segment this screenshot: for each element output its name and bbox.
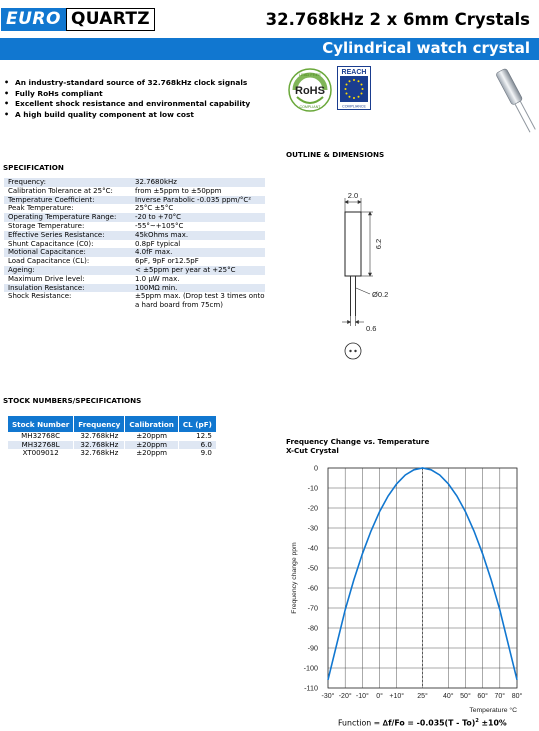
reach-badge [337, 66, 371, 110]
chart-y-tick-label: -110 [304, 683, 318, 693]
dim-lead-pitch: 0.6 [366, 324, 377, 333]
chart-x-axis-label: Temperature °C [469, 707, 517, 714]
stock-frequency: 32.768kHz [74, 449, 124, 458]
feature-item: • A high build quality component at low cost [4, 110, 250, 121]
chart-x-tick-label: +10° [389, 693, 405, 700]
chart-x-tick-label: -20° [338, 693, 352, 700]
chart-x-tick-label: 80° [511, 693, 523, 700]
spec-value: 4.0fF max. [135, 248, 173, 257]
chart-x-tick-label: -30° [321, 693, 335, 700]
spec-value: 45kOhms max. [135, 230, 189, 239]
formula [338, 718, 507, 728]
reach-bottom-label: COMPLIANCE [342, 104, 366, 109]
chart-x-tick-label: 50° [460, 693, 471, 700]
spec-row [4, 213, 265, 222]
spec-row [4, 187, 265, 196]
spec-row [4, 284, 265, 293]
chart-y-tick-label: -20 [307, 503, 318, 513]
stock-table [7, 416, 217, 458]
spec-value: -55°~+105°C [135, 221, 184, 230]
spec-heading: SPECIFICATION [3, 163, 64, 172]
dim-lead-diameter: Ø0.2 [372, 290, 389, 299]
stock-cl: 12.5 [179, 432, 216, 441]
chart-y-tick-label: -30 [307, 523, 318, 533]
logo-euro-text: EURO [1, 8, 66, 31]
stock-number: XT009012 [8, 449, 73, 458]
chart-y-tick-label: -40 [307, 543, 318, 553]
stock-frequency: 32.768kHz [74, 441, 124, 450]
stock-heading: STOCK NUMBERS/SPECIFICATIONS [3, 396, 142, 405]
feature-item: • Excellent shock resistance and environmental capability [4, 99, 250, 110]
brand-logo [1, 8, 155, 31]
chart-y-tick-label: -60 [307, 583, 318, 593]
stock-calibration: ±20ppm [125, 432, 178, 441]
stock-cl: 6.0 [179, 441, 216, 450]
spec-label: Operating Temperature Range: [8, 213, 117, 222]
outline-drawing [312, 188, 422, 366]
formula-prefix: Function = [338, 718, 383, 728]
chart-y-tick-label: -70 [307, 603, 318, 613]
spec-label: Effective Series Resistance: [8, 230, 105, 239]
spec-value: 32.7680kHz [135, 178, 177, 186]
formula-suffix: ±10% [478, 718, 507, 728]
formula-expression: ∆f/Fo = -0.035(T - To) [382, 718, 476, 728]
stock-calibration: ±20ppm [125, 449, 178, 458]
spec-value: from ±5ppm to ±50ppm [135, 186, 222, 195]
spec-label: Maximum Drive level: [8, 274, 85, 283]
chart-y-tick-label: -50 [307, 563, 318, 573]
spec-table [4, 178, 265, 310]
rohs-top-label: LEAD FREE [298, 72, 322, 77]
stock-col-header: Frequency [74, 416, 124, 432]
chart-y-tick-label: 0 [314, 463, 318, 473]
spec-row [4, 275, 265, 284]
dim-width: 2.0 [347, 191, 359, 200]
chart-x-tick-label: 0° [376, 693, 383, 700]
chart-x-tick-label: 60° [477, 693, 488, 700]
chart-y-tick-label: -90 [307, 643, 318, 653]
spec-row [4, 196, 265, 205]
chart-y-axis-label: Frequency change ppm [291, 542, 298, 614]
spec-value: 100MΩ min. [135, 283, 178, 292]
spec-label: Frequency: [8, 178, 47, 186]
chart-y-tick-label: -100 [303, 663, 318, 673]
formula-exponent: 2 [475, 718, 479, 724]
spec-row [4, 222, 265, 231]
stock-header-row [8, 416, 216, 432]
rohs-label: RoHS [295, 85, 325, 97]
spec-label: Insulation Resistance: [8, 283, 85, 292]
stock-col-header: Stock Number [8, 416, 73, 432]
stock-number: MH32768C [8, 432, 73, 441]
chart-x-tick-label: -10° [355, 693, 369, 700]
spec-value: -20 to +70°C [135, 213, 182, 222]
spec-value: 6pF, 9pF or12.5pF [135, 257, 199, 266]
spec-label: Shock Resistance: [8, 292, 72, 301]
chart-x-tick-label: 40° [442, 693, 454, 700]
spec-label: Temperature Coefficient: [8, 195, 95, 204]
spec-row [4, 231, 265, 240]
spec-row [4, 266, 265, 275]
spec-value: Inverse Parabolic -0.035 ppm/°C² [135, 195, 252, 204]
spec-label: Motional Capacitance: [8, 248, 86, 257]
stock-col-header: CL (pF) [179, 416, 216, 432]
spec-value: < ±5ppm per year at +25°C [135, 265, 236, 274]
frequency-temperature-chart [284, 460, 534, 720]
chart-title: Frequency Change vs. Temperature [286, 437, 430, 446]
spec-label: Storage Temperature: [8, 221, 85, 230]
chart-x-tick-label: 25° [417, 693, 428, 700]
stock-calibration: ±20ppm [125, 441, 178, 450]
spec-row [4, 257, 265, 266]
reach-title: REACH [341, 69, 367, 76]
spec-row [4, 178, 265, 187]
chart-subtitle: X-Cut Crystal [286, 446, 339, 455]
page-title: 32.768kHz 2 x 6mm Crystals [265, 10, 530, 29]
stock-frequency: 32.768kHz [74, 432, 124, 441]
spec-label: Shunt Capacitance (C0): [8, 239, 94, 248]
spec-row [4, 204, 265, 213]
feature-list [4, 78, 250, 120]
outline-heading: OUTLINE & DIMENSIONS [286, 150, 385, 159]
spec-label: Ageing: [8, 265, 35, 274]
crystal-photo [478, 62, 536, 138]
chart-x-tick-label: 70° [494, 693, 506, 700]
spec-label: Load Capacitance (CL): [8, 257, 90, 266]
spec-label: Peak Temperature: [8, 204, 74, 213]
spec-value: 25°C ±5°C [135, 204, 174, 213]
spec-value: 0.8pF typical [135, 239, 181, 248]
logo-quartz-text: QUARTZ [66, 8, 155, 31]
spec-label: Calibration Tolerance at 25°C: [8, 186, 113, 195]
stock-number: MH32768L [8, 441, 73, 450]
rohs-badge [287, 67, 333, 113]
stock-cl: 9.0 [179, 449, 216, 458]
spec-row [4, 248, 265, 257]
spec-row [4, 240, 265, 249]
chart-y-tick-label: -80 [307, 623, 318, 633]
spec-value: 1.0 μW max. [135, 274, 180, 283]
page-subtitle: Cylindrical watch crystal [322, 39, 530, 57]
feature-item: • An industry-standard source of 32.768kHz clock signals [4, 78, 250, 89]
dim-length: 6.2 [374, 238, 383, 250]
rohs-bottom-label: COMPLIANT [299, 105, 321, 109]
feature-item: • Fully RoHs compliant [4, 89, 250, 100]
chart-y-tick-label: -10 [307, 483, 318, 493]
spec-row [4, 292, 265, 310]
spec-value: ±5ppm max. (Drop test 3 times onto a hard board from 75cm) [135, 292, 265, 310]
table-row [8, 449, 216, 458]
stock-col-header: Calibration [125, 416, 178, 432]
